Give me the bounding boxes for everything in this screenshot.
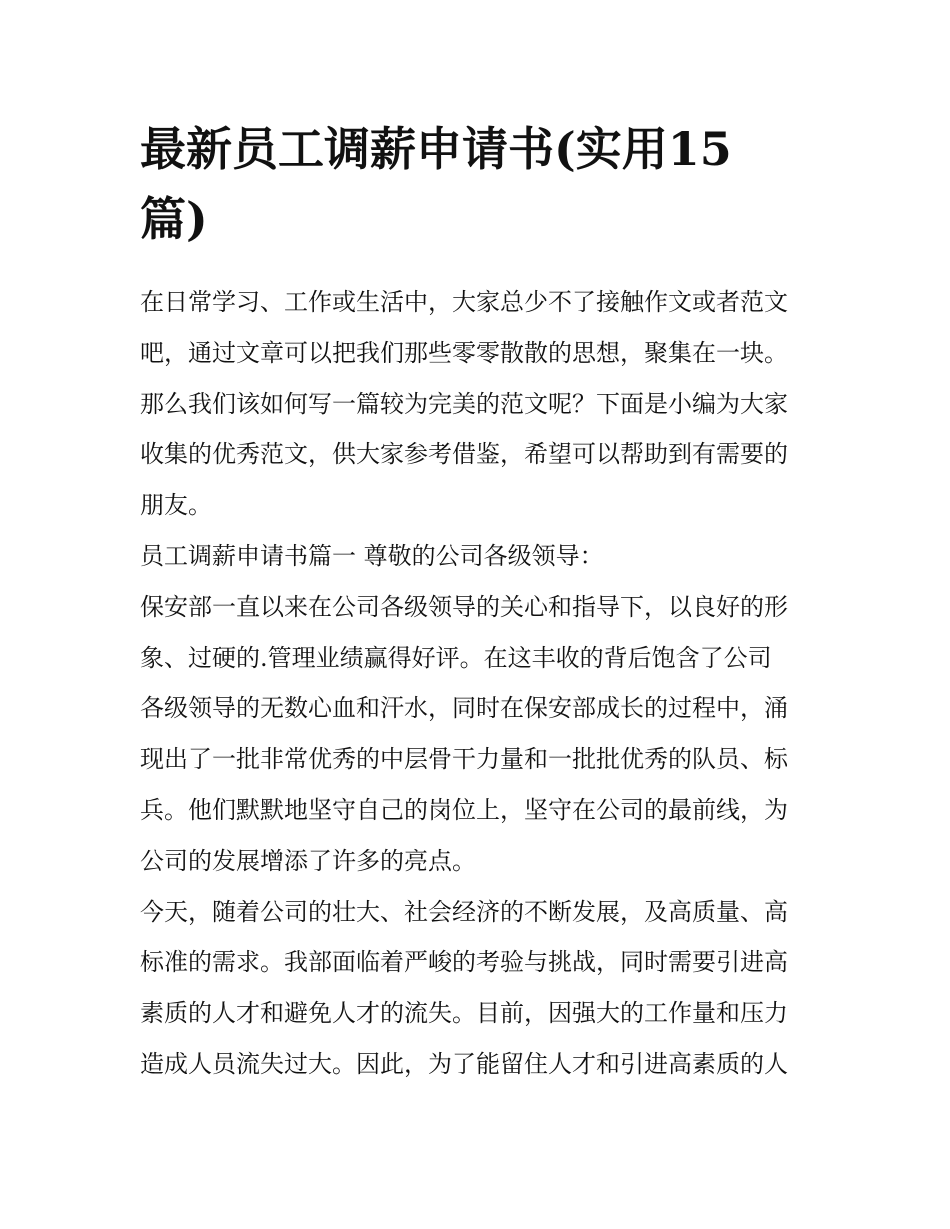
text-line: 象、过硬的.管理业绩赢得好评。在这丰收的背后饱含了公司 — [140, 643, 772, 672]
title-line: 篇) — [140, 192, 208, 246]
text-line: 收集的优秀范文，供大家参考借鉴，希望可以帮助到有需要的 — [140, 440, 788, 469]
text-line: 现出了一批非常优秀的中层骨干力量和一批批优秀的队员、标 — [140, 745, 788, 774]
text-line: 那么我们该如何写一篇较为完美的范文呢？下面是小编为大家 — [140, 389, 788, 418]
text-line: 造成人员流失过大。因此，为了能留住人才和引进高素质的人 — [140, 1049, 788, 1078]
text-line: 素质的人才和避免人才的流失。目前，因强大的工作量和压力 — [140, 999, 788, 1028]
document-body — [140, 277, 830, 1090]
text-line: 在日常学习、工作或生活中，大家总少不了接触作文或者范文 — [140, 288, 788, 316]
text-line: 今天，随着公司的壮大、社会经济的不断发展，及高质量、高 — [140, 897, 788, 926]
section-heading-line: 员工调薪申请书篇一 尊敬的公司各级领导： — [140, 541, 604, 570]
text-line: 保安部一直以来在公司各级领导的关心和指导下，以良好的形 — [140, 592, 788, 621]
text-line: 标准的需求。我部面临着严峻的考验与挑战，同时需要引进高 — [140, 948, 788, 977]
text-line: 朋友。 — [140, 491, 212, 520]
document-title — [140, 114, 820, 254]
text-line: 公司的发展增添了许多的亮点。 — [140, 846, 476, 875]
text-line: 吧，通过文章可以把我们那些零零散散的思想，聚集在一块。 — [140, 338, 788, 367]
text-line: 各级领导的无数心血和汗水，同时在保安部成长的过程中，涌 — [140, 694, 788, 723]
title-line: 最新员工调薪申请书(实用15 — [140, 122, 732, 176]
text-line: 兵。他们默默地坚守自己的岗位上，坚守在公司的最前线，为 — [140, 795, 788, 824]
